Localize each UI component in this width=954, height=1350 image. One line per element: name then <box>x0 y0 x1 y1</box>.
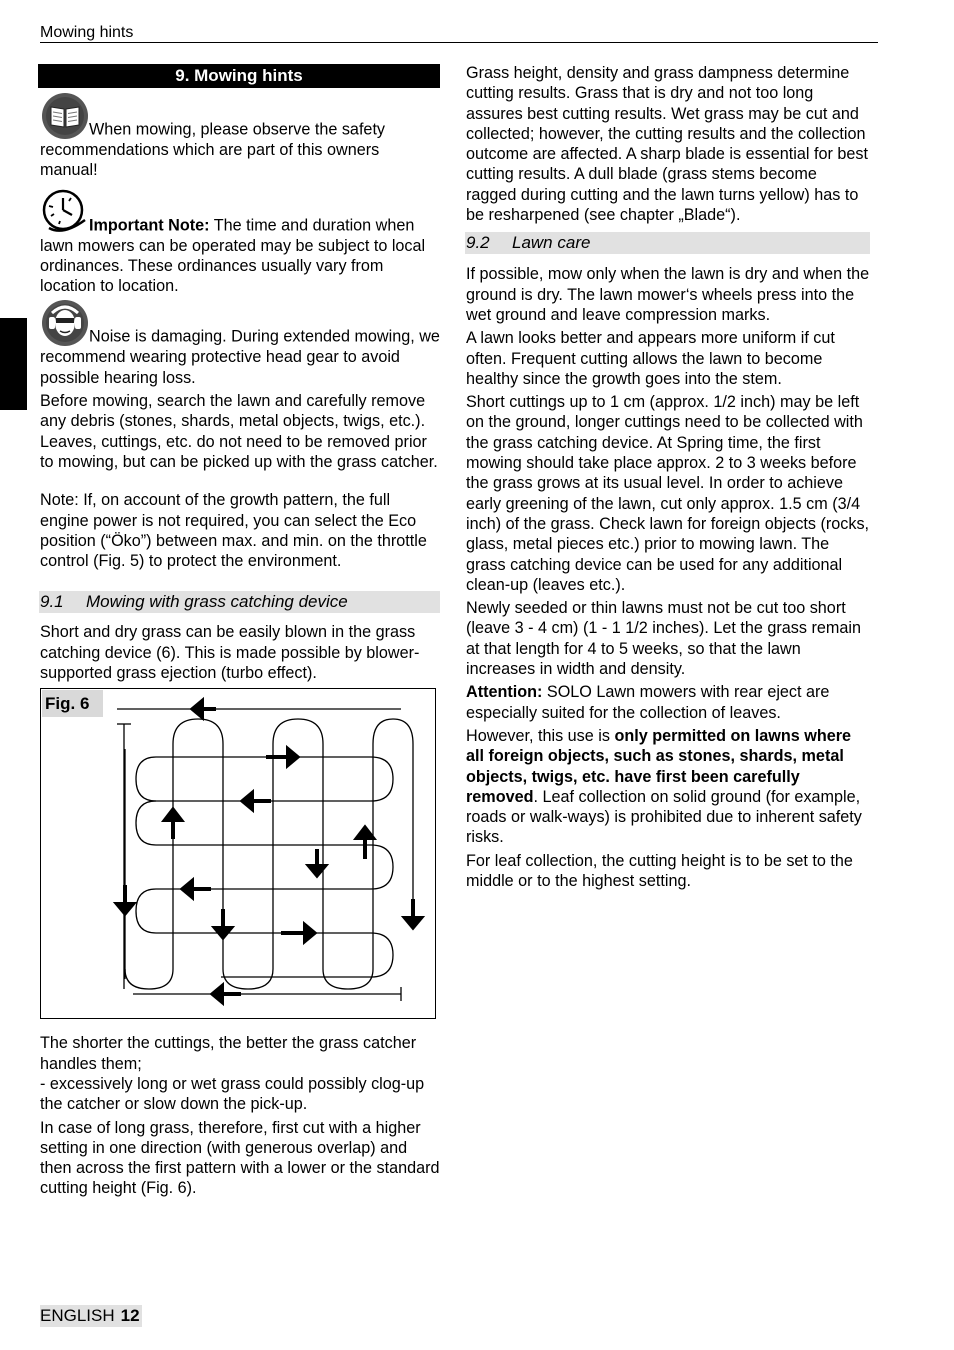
attention-label: Attention: <box>466 683 543 702</box>
running-header: Mowing hints <box>40 24 134 41</box>
section-title: Mowing with grass catching device <box>86 592 348 612</box>
section-number: 9.2 <box>466 233 490 253</box>
page-number: 12 <box>120 1306 140 1325</box>
safety-text: When mowing, please observe the safety recommendations which are part of this owners manual! <box>40 120 386 180</box>
noise-text: Noise is damaging. During extended mowing, we recommend wearing protective head gear to avoid possible hearing loss. <box>40 328 440 387</box>
important-note-text: The time and duration when lawn mowers can be operated may be subject to local ordinances. These ordinances usually vary from location to location. <box>40 216 426 296</box>
figure-label: Fig. 6 <box>42 690 103 717</box>
important-note-label: Important Note: <box>89 216 210 235</box>
height-paragraph: Grass height, density and grass dampness determine cutting results. Grass that is dry and not too long assures best cutting results. Wet grass may be cut and collected; however, the cutting results and the collection outcome are affected. A sharp blade is essential for best cutting results. A dull blade (grass stems become ragged during cutting and the lawn turns yellow) has to be resharpened (see chapter „Blade“). <box>466 64 868 225</box>
however-paragraph <box>466 726 870 848</box>
footer-language: ENGLISH <box>40 1306 115 1325</box>
mowing-pattern-diagram <box>41 689 435 1018</box>
seeded-paragraph: Newly seeded or thin lawns must not be cut too short (leave 3 - 4 cm) (1 - 1 1/2 inches). Let the grass remain at that length for 4 to 5 weeks, so that the lawn increases in width and density. <box>466 599 861 679</box>
however-post: . Leaf collection on solid ground (for example, roads or walk-ways) is prohibited due to inherent safety risks. <box>466 787 862 847</box>
short-cuttings-paragraph: Short cuttings up to 1 cm (approx. 1/2 inch) may be left on the ground, longer cuttings need to be collected with the grass catching device. At Spring time, the first mowing should take place approx. 2 to 3 weeks before the grass grows at its usual level. In order to achieve early greening of the lawn, cut only approx. 1.5 cm (3/4 inch) of the grass. Check lawn for foreign objects (rocks, glass, metal pieces etc.) prior to mowing lawn. The grass catching device can be used for any additional clean-up (leaves etc.). <box>466 393 870 594</box>
attention-paragraph <box>466 682 870 723</box>
right-column <box>466 63 870 891</box>
section-heading-9-2 <box>465 232 870 254</box>
language-tab-marker <box>0 318 27 410</box>
eco-paragraph: Note: If, on account of the growth pattern, the full engine power is not required, you can select the Eco position (“Öko”) between max. and min. on the throttle control (Fig. 5) to protect the environment. <box>40 491 427 571</box>
section-number: 9.1 <box>40 592 64 612</box>
safety-paragraph <box>40 92 440 181</box>
debris-paragraph: Before mowing, search the lawn and carefully remove any debris (stones, shards, metal objects, twigs, etc.). Leaves, cuttings, etc. do not need to be removed prior to mowing, but can be picked up with the grass catcher. <box>40 392 438 471</box>
leaf-paragraph: For leaf collection, the cutting height is to be set to the middle or to the highest setting. <box>466 851 853 890</box>
shorter-paragraph: The shorter the cuttings, the better the grass catcher handles them; <box>40 1034 417 1073</box>
left-column <box>40 64 440 1199</box>
often-paragraph: A lawn looks better and appears more uniform if cut often. Frequent cutting allows the lawn to become healthy since the growth goes into the stem. <box>466 329 835 388</box>
figure-6 <box>40 688 436 1019</box>
blown-paragraph: Short and dry grass can be easily blown in the grass catching device (6). This is made possible by blower-supported grass ejection (turbo effect). <box>40 623 420 683</box>
however-bold: only permitted on lawns where all foreign objects, such as stones, shards, metal objects, twigs, etc. have first been carefully removed <box>466 726 852 806</box>
header-rule <box>40 42 878 43</box>
clock-icon <box>41 188 89 236</box>
section-heading-9-1 <box>39 591 440 613</box>
long-grass-paragraph: In case of long grass, therefore, first cut with a higher setting in one direction (with generous overlap) and then across the first pattern with a lower or the standard cutting height (Fig. 6). <box>40 1118 440 1198</box>
important-note-paragraph <box>40 188 440 297</box>
page-footer <box>40 1305 142 1327</box>
section-title: Lawn care <box>512 233 591 253</box>
book-icon <box>41 92 89 140</box>
dry-paragraph: If possible, mow only when the lawn is dry and when the ground is dry. The lawn mower‘s wheels press into the wet ground and leave compression marks. <box>466 265 870 324</box>
ear-protection-icon <box>41 299 89 347</box>
wet-paragraph: - excessively long or wet grass could possibly clog-up the catcher or slow down the pick-up. <box>40 1074 425 1114</box>
however-pre: However, this use is <box>466 726 615 745</box>
attention-text: SOLO Lawn mowers with rear eject are especially suited for the collection of leaves. <box>466 683 830 722</box>
noise-paragraph <box>40 299 440 388</box>
chapter-title: 9. Mowing hints <box>38 64 440 88</box>
